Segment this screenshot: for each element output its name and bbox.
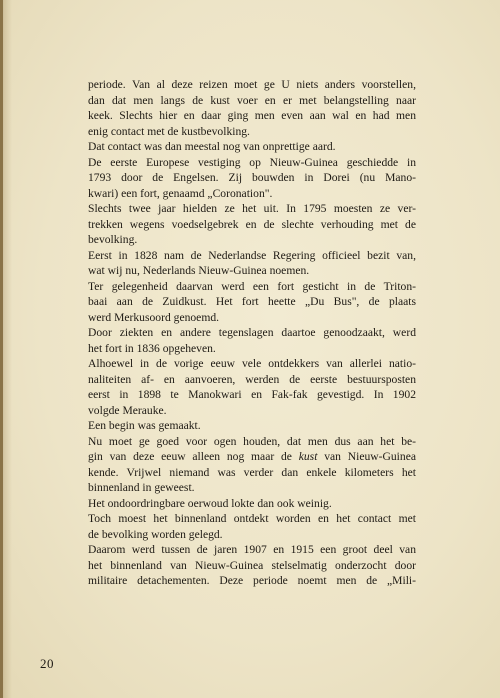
text-line: eerst in 1898 te Manokwari en Fak-fak gevestigd. In 1902 [88, 388, 416, 401]
text-line: trekken wegens voedselgebrek en de slechte verhouding met de [88, 217, 416, 231]
text-line: gin van deze eeuw alleen nog maar de kust van Nieuw-Guinea [88, 450, 416, 463]
text-line: dan dat men langs de kust voer en er met belangstelling naar [88, 93, 416, 107]
text-line: keek. Slechts hier en daar ging men even aan wal en had men [88, 109, 416, 122]
text-line: Slechts twee jaar hielden ze het uit. In 1795 moesten ze ver- [88, 202, 416, 215]
text-line: naliteiten af- en aanvoeren, werden de eerste bestuursposten [88, 372, 416, 386]
body-text [88, 77, 416, 589]
text-line: Een begin was gemaakt. [88, 419, 201, 432]
text-line: militaire detachementen. Deze periode noemt men de „Mili- [88, 574, 416, 587]
text-line: de bevolking worden gelegd. [88, 527, 223, 541]
paragraph [88, 201, 416, 248]
paragraph [88, 325, 416, 356]
text-line: werd Merkusoord genoemd. [88, 310, 220, 324]
paragraph [88, 77, 416, 139]
text-line: het binnenland van Nieuw-Guinea stelselmatig onderzocht door [88, 558, 416, 572]
text-line: volgde Merauke. [88, 403, 167, 417]
text-line: baai aan de Zuidkust. Het fort heette „Du Bus", de plaats [88, 295, 416, 308]
text-line: Ter gelegenheid daarvan werd een fort gesticht in de Triton- [88, 279, 416, 293]
text-line: bevolking. [88, 233, 138, 246]
emphasized-word: kust [298, 450, 318, 463]
text-line: Eerst in 1828 nam de Nederlandse Regering officieel bezit van, [88, 248, 416, 262]
paragraph [88, 139, 416, 155]
text-line: Daarom werd tussen de jaren 1907 en 1915 een groot deel van [88, 543, 416, 556]
paragraph [88, 418, 416, 434]
paragraph [88, 511, 416, 542]
paragraph [88, 434, 416, 496]
page-number: 20 [40, 656, 54, 671]
text-line: kwari) een fort, genaamd „Coronation". [88, 186, 273, 200]
text-line: 1793 door de Engelsen. Zij bouwden in Dorei (nu Mano- [88, 171, 416, 184]
page-spine-shadow [0, 0, 3, 698]
text-line: periode. Van al deze reizen moet ge U niets anders voorstellen, [88, 78, 416, 91]
paragraph [88, 248, 416, 279]
paragraph [88, 356, 416, 418]
text-line: wat wij nu, Nederlands Nieuw-Guinea noemen. [88, 264, 310, 277]
paragraph [88, 496, 416, 512]
text-line: Toch moest het binnenland ontdekt worden en het contact met [88, 512, 416, 525]
text-line: De eerste Europese vestiging op Nieuw-Guinea geschiedde in [88, 155, 416, 169]
text-line: Alhoewel in de vorige eeuw vele ontdekkers van allerlei natio- [88, 357, 416, 370]
text-line: het fort in 1836 opgeheven. [88, 341, 216, 355]
paragraph [88, 155, 416, 202]
text-line: Nu moet ge goed voor ogen houden, dat men dus aan het be- [88, 434, 416, 448]
text-line: kende. Vrijwel niemand was verder dan enkele kilometers het [88, 465, 416, 479]
text-line: enig contact met de kustbevolking. [88, 124, 250, 138]
paragraph [88, 542, 416, 589]
paragraph [88, 279, 416, 326]
text-line: binnenland in geweest. [88, 481, 195, 494]
text-line: Het ondoordringbare oerwoud lokte dan ook weinig. [88, 496, 332, 510]
text-line: Door ziekten en andere tegenslagen daartoe genoodzaakt, werd [88, 326, 416, 339]
text-line: Dat contact was dan meestal nog van onprettige aard. [88, 140, 336, 153]
